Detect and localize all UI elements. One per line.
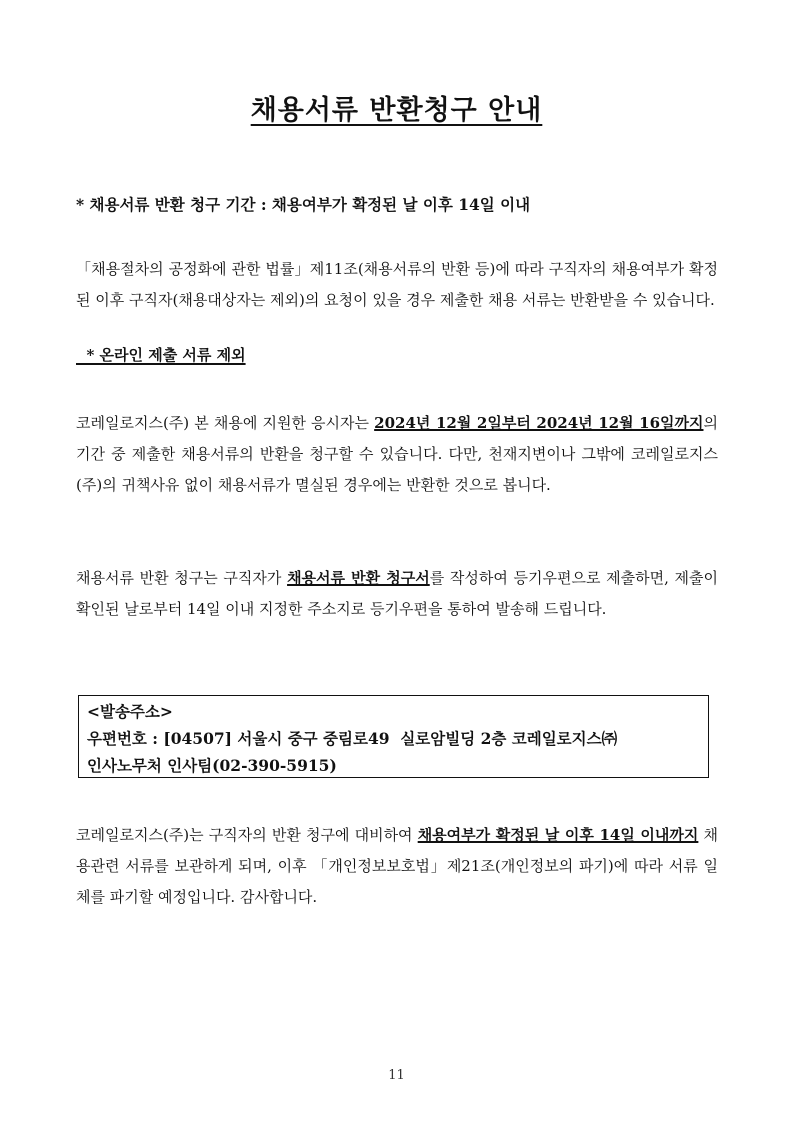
para2-suffix: 의 기간 중 제출한 채용서류의 반환을 청구할 수 있습니다. 다만, 천재지변이나 그밖에 코레일로지스(주)의 귀책사유 없이 채용서류가 멸실된 경우에는 반환한 것으로 봅니다. xyxy=(76,414,718,494)
paragraph-retention xyxy=(76,820,718,913)
claim-period-highlight: 2024년 12월 2일부터 2024년 12월 16일까지 xyxy=(374,414,704,432)
address-label: <발송주소> xyxy=(87,702,173,721)
page-title: 채용서류 반환청구 안내 xyxy=(250,95,543,126)
address-box xyxy=(78,695,709,778)
address-line-1: 우편번호 : [04507] 서울시 중구 중림로49 실로암빌딩 2층 코레일로지스㈜ xyxy=(87,729,618,748)
paragraph-claim-method xyxy=(76,563,718,625)
para4-suffix: 채용관련 서류를 보관하게 되며, 이후 「개인정보보호법」제21조(개인정보의 파기)에 따라 서류 일체를 파기할 예정입니다. 감사합니다. xyxy=(76,826,719,906)
paragraph-legal-basis: 「채용절차의 공정화에 관한 법률」제11조(채용서류의 반환 등)에 따라 구직자의 채용여부가 확정된 이후 구직자(채용대상자는 제외)의 요청이 있을 경우 제출한 채용 서류는 반환받을 수 있습니다. xyxy=(76,260,718,309)
online-exclusion-note: * 온라인 제출 서류 제외 xyxy=(76,346,246,364)
page-number: 11 xyxy=(388,1068,405,1083)
claim-form-highlight: 채용서류 반환 청구서 xyxy=(287,569,430,587)
retention-highlight: 채용여부가 확정된 날 이후 14일 이내까지 xyxy=(417,826,699,844)
para4-prefix: 코레일로지스(주)는 구직자의 반환 청구에 대비하여 xyxy=(76,826,418,844)
period-heading: * 채용서류 반환 청구 기간 : 채용여부가 확정된 날 이후 14일 이내 xyxy=(76,195,531,214)
paragraph-claim-period xyxy=(76,408,718,501)
address-line-2: 인사노무처 인사팀(02-390-5915) xyxy=(87,756,337,775)
para3-prefix: 채용서류 반환 청구는 구직자가 xyxy=(76,569,288,587)
para3-suffix: 를 작성하여 등기우편으로 제출하면, 제출이 확인된 날로부터 14일 이내 지정한 주소지로 등기우편을 통하여 발송해 드립니다. xyxy=(76,569,719,618)
para2-prefix: 코레일로지스(주) 본 채용에 지원한 응시자는 xyxy=(76,414,375,432)
